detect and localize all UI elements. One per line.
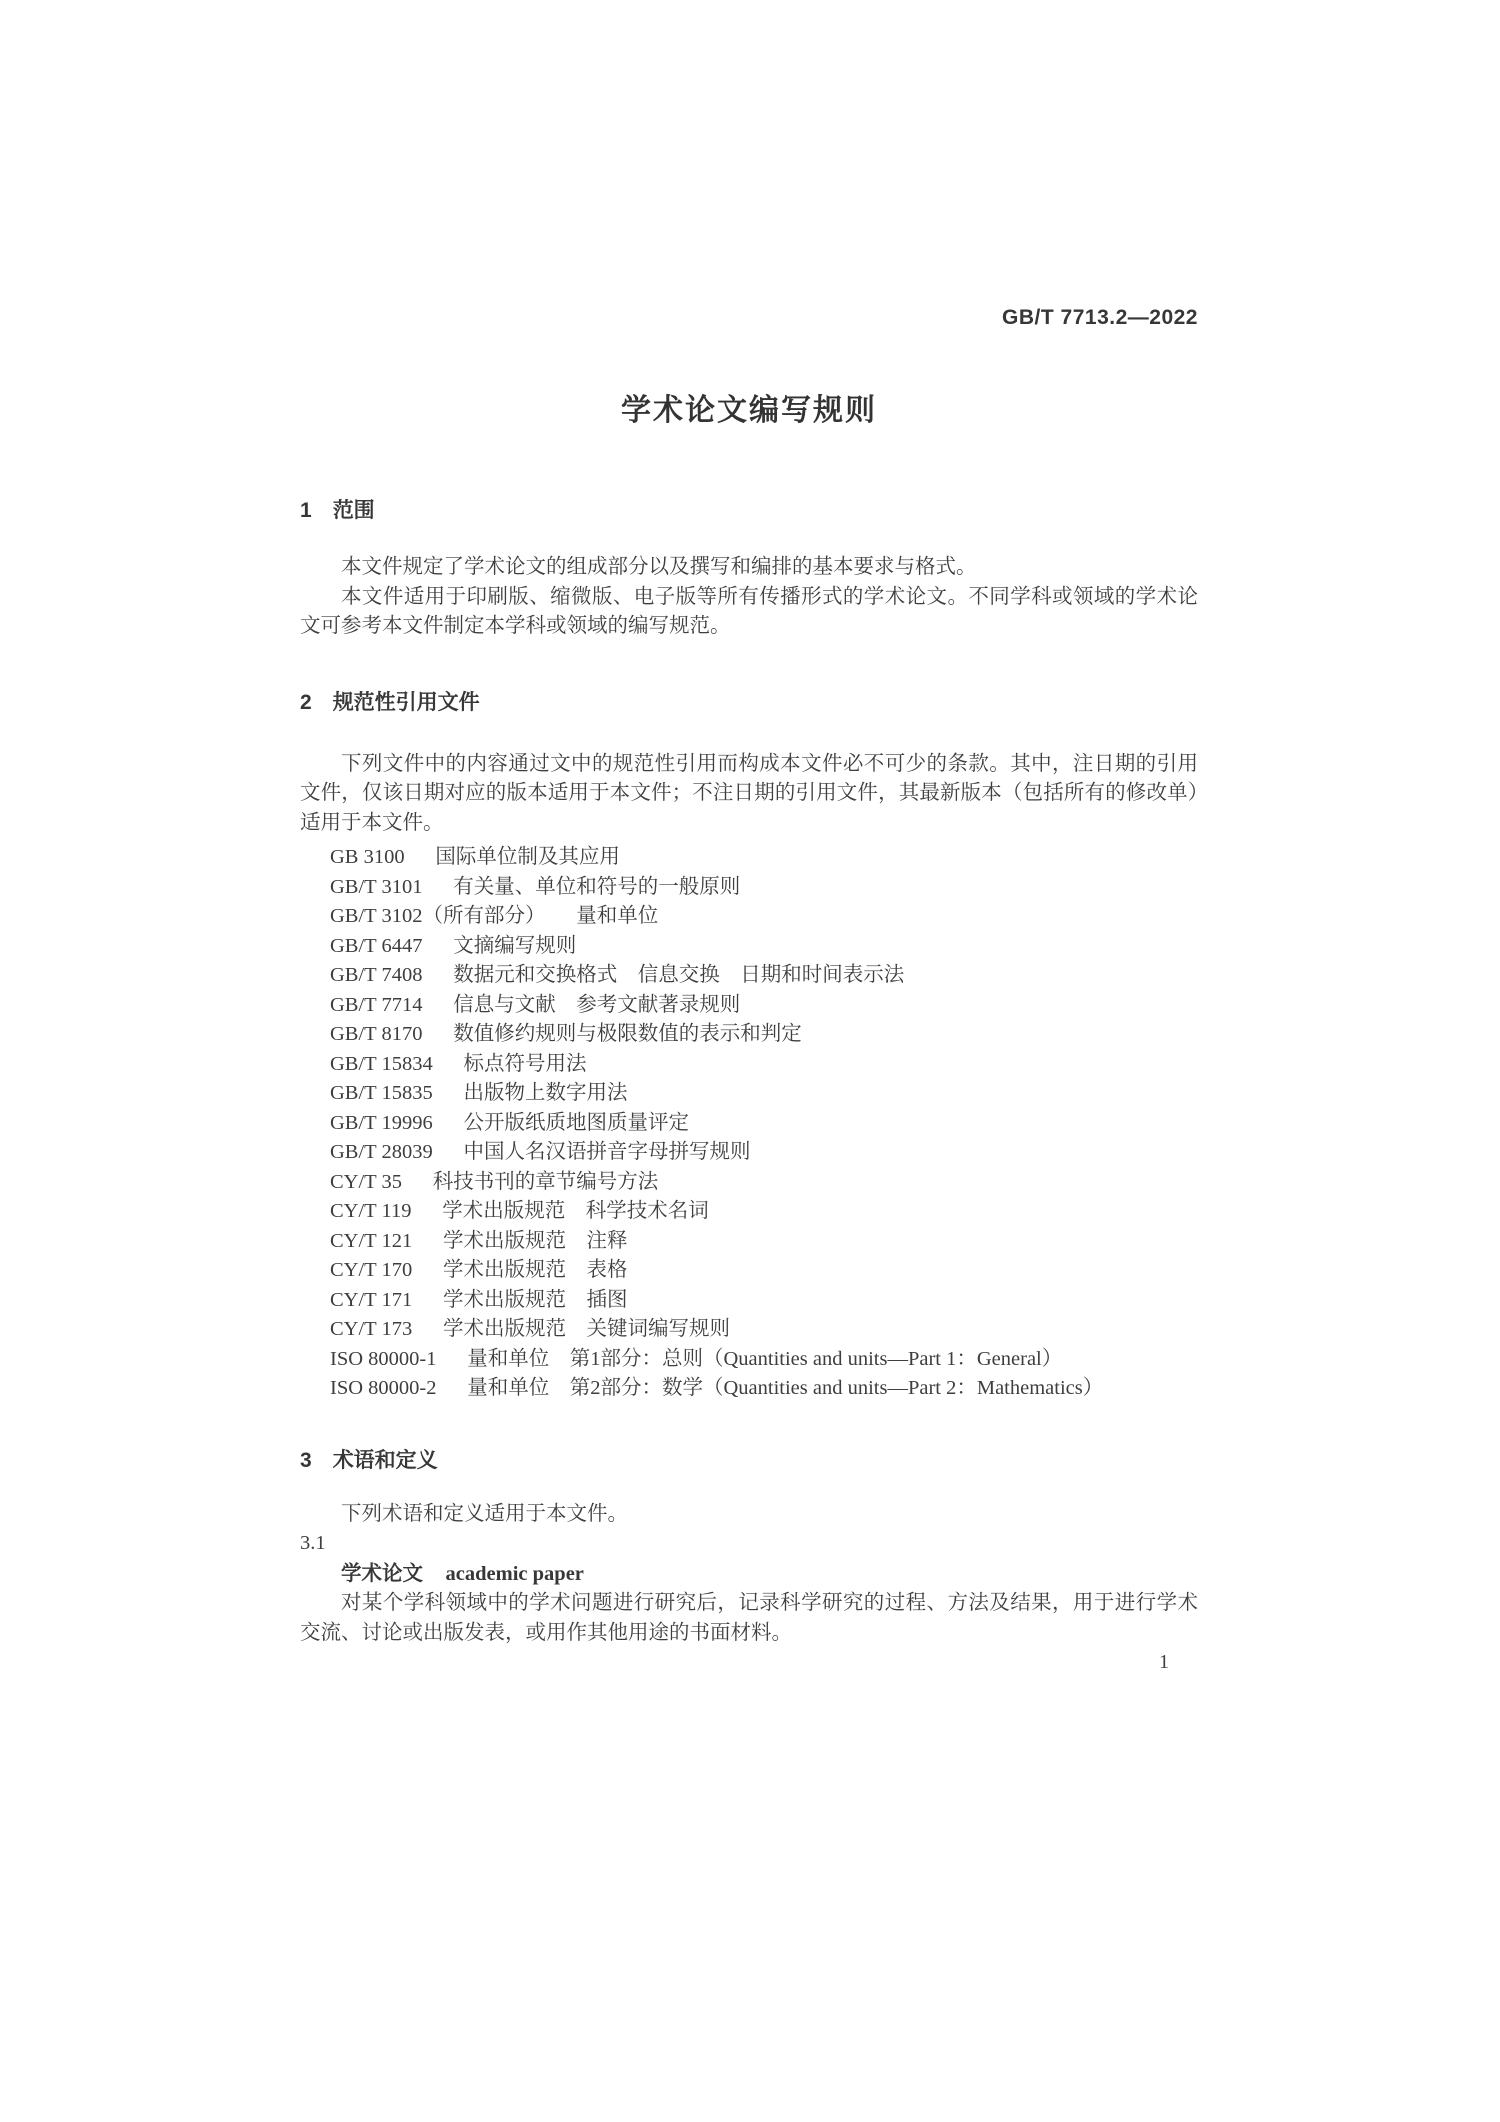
reference-code: CY/T 35	[330, 1170, 402, 1193]
reference-item	[300, 1227, 1198, 1257]
section-2-heading	[300, 690, 1198, 716]
reference-title: 信息与文献 参考文献著录规则	[453, 993, 741, 1016]
reference-code: GB/T 6447	[330, 934, 423, 957]
reference-code: GB/T 3102（所有部分）	[330, 905, 546, 927]
reference-code: CY/T 121	[330, 1229, 413, 1252]
reference-title: 标点符号用法	[463, 1052, 587, 1075]
document-content	[300, 0, 1198, 1648]
reference-item	[300, 873, 1198, 903]
reference-title: 公开版纸质地图质量评定	[463, 1111, 689, 1134]
page-number: 1	[1159, 1651, 1169, 1673]
reference-code: GB/T 15834	[330, 1052, 433, 1075]
reference-title: 学术出版规范 关键词编写规则	[442, 1318, 730, 1340]
reference-item	[300, 1079, 1198, 1109]
reference-item	[300, 932, 1198, 962]
section-2-intro: 下列文件中的内容通过文中的规范性引用而构成本文件必不可少的条款。其中，注日期的引用文件，仅该日期对应的版本适用于本文件；不注日期的引用文件，其最新版本（包括所有的修改单）适用于本文件。	[300, 752, 1198, 834]
reference-item	[300, 1315, 1198, 1345]
section-1-paragraph: 本文件规定了学术论文的组成部分以及撰写和编排的基本要求与格式。	[341, 556, 977, 578]
reference-code: GB/T 7714	[330, 993, 423, 1016]
section-1-title: 范围	[332, 499, 375, 522]
reference-item	[300, 1109, 1198, 1139]
reference-code: GB/T 28039	[330, 1141, 433, 1163]
reference-title: 出版物上数字用法	[463, 1082, 628, 1104]
reference-title: 中国人名汉语拼音字母拼写规则	[463, 1141, 751, 1163]
term-en: academic paper	[445, 1562, 584, 1585]
reference-item	[300, 961, 1198, 991]
reference-title: 量和单位 第1部分：总则（Quantities and units—Part 1：General）	[467, 1347, 1063, 1370]
reference-code: GB/T 19996	[330, 1111, 433, 1134]
reference-title: 有关量、单位和符号的一般原则	[453, 875, 741, 898]
reference-item	[300, 1138, 1198, 1168]
reference-code: CY/T 171	[330, 1288, 413, 1311]
section-3-heading	[300, 1448, 1198, 1474]
reference-title: 学术出版规范 插图	[442, 1288, 628, 1311]
reference-item	[300, 1020, 1198, 1050]
reference-title: 数据元和交换格式 信息交换 日期和时间表示法	[453, 964, 905, 986]
section-1-heading	[300, 498, 1198, 524]
reference-title: 学术出版规范 注释	[442, 1229, 628, 1252]
section-2-title: 规范性引用文件	[332, 690, 480, 714]
reference-item	[300, 1256, 1198, 1286]
reference-title: 数值修约规则与极限数值的表示和判定	[453, 1023, 802, 1045]
term-zh: 学术论文	[341, 1561, 423, 1585]
reference-code: GB/T 3101	[330, 875, 423, 898]
reference-code: GB 3100	[330, 846, 405, 868]
reference-item	[300, 1168, 1198, 1198]
term-definition: 对某个学科领域中的学术问题进行研究后，记录科学研究的过程、方法及结果，用于进行学术交流、讨论或出版发表，或用作其他用途的书面材料。	[300, 1592, 1198, 1644]
reference-item	[300, 991, 1198, 1021]
section-3-number: 3	[300, 1448, 312, 1472]
reference-item	[300, 1374, 1198, 1404]
section-3-title: 术语和定义	[332, 1448, 438, 1472]
section-1-paragraph: 本文件适用于印刷版、缩微版、电子版等所有传播形式的学术论文。不同学科或领域的学术论文可参考本文件制定本学科或领域的编写规范。	[300, 585, 1198, 637]
reference-title: 量和单位	[576, 905, 659, 927]
term-entry-heading	[300, 1559, 1198, 1590]
reference-item	[300, 1286, 1198, 1316]
reference-title: 量和单位 第2部分：数学（Quantities and units—Part 2：Mathematics）	[467, 1377, 1104, 1399]
doc-code: GB/T 7713.2—2022	[1002, 306, 1198, 329]
reference-item	[300, 902, 1198, 932]
reference-code: GB/T 8170	[330, 1023, 423, 1045]
reference-title: 科技书刊的章节编号方法	[432, 1170, 659, 1193]
reference-title: 学术出版规范 科学技术名词	[442, 1200, 709, 1222]
reference-code: CY/T 119	[330, 1200, 412, 1222]
reference-code: CY/T 170	[330, 1259, 413, 1281]
reference-item	[300, 1050, 1198, 1080]
reference-code: GB/T 7408	[330, 964, 423, 986]
reference-code: ISO 80000-1	[330, 1347, 437, 1370]
section-3-intro: 下列术语和定义适用于本文件。	[341, 1502, 628, 1525]
page-title: 学术论文编写规则	[621, 394, 877, 427]
reference-item	[300, 1345, 1198, 1375]
reference-title: 学术出版规范 表格	[442, 1259, 628, 1281]
reference-list	[300, 843, 1198, 1404]
reference-title: 国际单位制及其应用	[435, 846, 620, 868]
reference-code: CY/T 173	[330, 1318, 413, 1340]
reference-code: GB/T 15835	[330, 1082, 433, 1104]
reference-code: ISO 80000-2	[330, 1377, 437, 1399]
reference-item	[300, 1197, 1198, 1227]
reference-item	[300, 843, 1198, 873]
section-2-number: 2	[300, 690, 312, 714]
reference-title: 文摘编写规则	[453, 934, 577, 957]
term-entry-number: 3.1	[300, 1532, 326, 1554]
section-1-number: 1	[300, 499, 312, 522]
